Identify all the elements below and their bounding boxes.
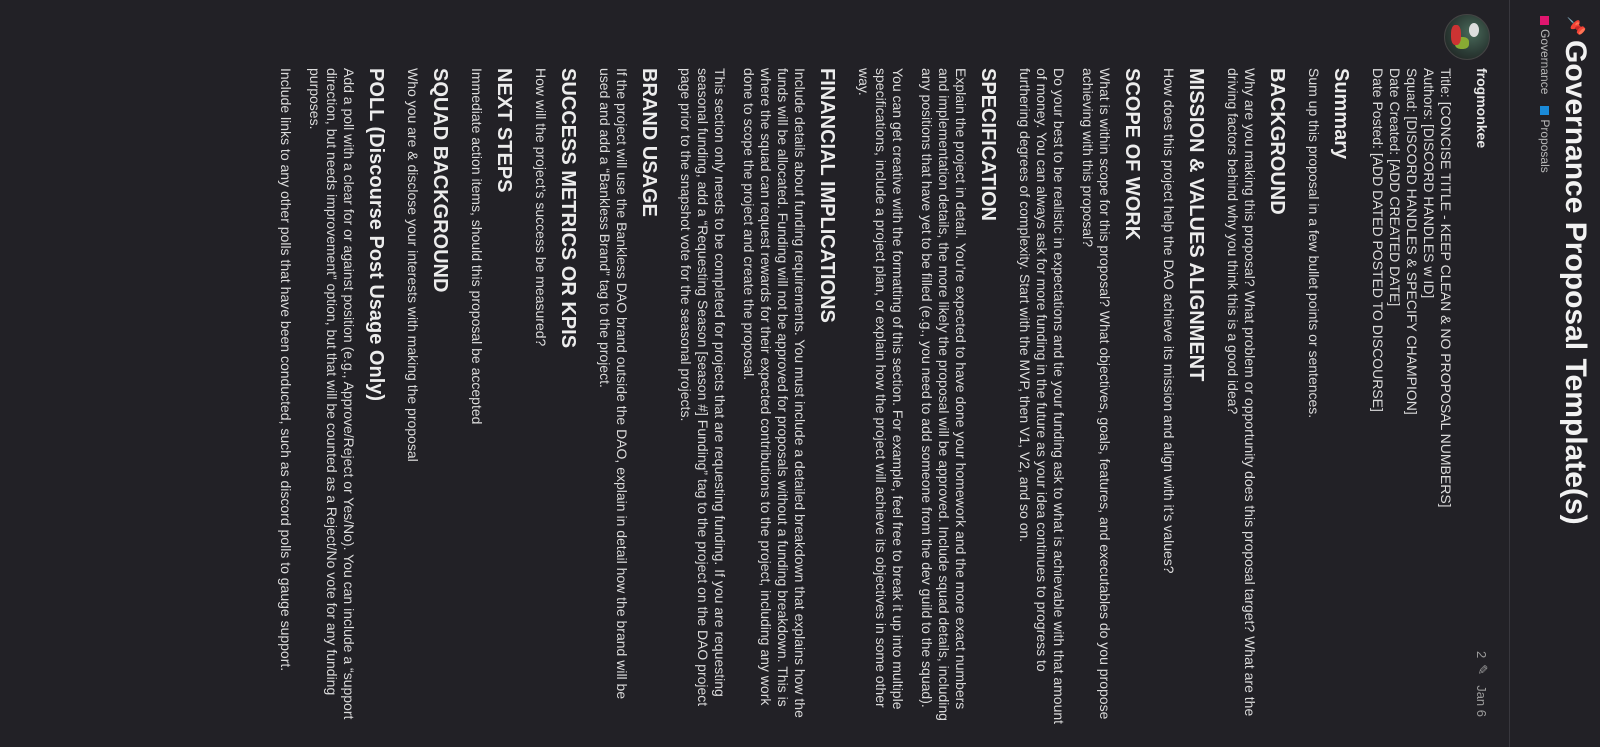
username[interactable]: frogmonkee [1474, 68, 1490, 149]
section-paragraph: What is within scope for this proposal? What objectives, goals, features, and executables do you propose achieving with this proposal? [1080, 68, 1113, 720]
section-heading: FINANCIAL IMPLICATIONS [816, 68, 838, 323]
category-proposals[interactable] [1538, 106, 1552, 172]
title-row [1558, 16, 1592, 525]
category-color-square [1541, 106, 1550, 115]
section-paragraph: Why are you making this proposal? What problem or opportunity does this proposal target? What are the driving factors behind why you think this is a good idea? [1225, 68, 1258, 717]
section-paragraph: You can get creative with the formatting of this section. For example, feel free to break it up into multiple specifications, include a project plan, or explain how the project will achieve its objectives in some other way. [856, 68, 906, 710]
section-paragraph: This section only needs to be completed for projects that are requesting funding. If you are requesting seasonal funding, add a “Requesting Season [season #] Funding” tag to the project on the DAO project page prior to the snapshot vote for the seasonal projects. [678, 68, 728, 707]
post-date[interactable]: Jan 6 [1474, 685, 1490, 717]
section-paragraph: Explain the project in detail. You’re expected to have done your homework and the more exact numbers and implementation details, the more likely the proposal will be approved. Include squad details, including any positions that have yet to be filled (e.g., you need to add someone from the dev guild to the squad). [919, 68, 969, 721]
header-lines [1369, 68, 1454, 728]
section-paragraph: Include links to any other polls that have been conducted, such as discord polls to gauge support. [278, 68, 294, 672]
section-paragraph: Include details about funding requirements. You must include a detailed breakdown that explains how the funds will be allocated. Funding will not be approved for proposals without a funding breakdown. This is where the squad can request rewards for their expected contributions to the project, including any work done to scope the project and create the proposal. [741, 68, 808, 718]
post-meta [1474, 651, 1490, 717]
divider [1509, 0, 1510, 747]
section-paragraph: Add a poll with a clear for or against position (e.g., Approve/Reject or Yes/No). You can include a “support direction, but needs improvement” option, but that will be counted as a Reject/No vote for any funding purposes. [307, 68, 357, 720]
section-heading: BACKGROUND [1266, 68, 1288, 215]
topic-title[interactable]: Governance Proposal Template(s) [1559, 40, 1592, 525]
section-heading: BRAND USAGE [638, 68, 660, 217]
pin-icon[interactable]: 📌 [1567, 16, 1584, 36]
header-line: Title: [CONCISE TITLE - KEEP CLEAN & NO PROPOSAL NUMBERS] [1438, 68, 1454, 508]
section-heading: SPECIFICATION [977, 68, 999, 221]
section-paragraph: Who you are & disclose your interests with making the proposal [405, 68, 421, 462]
category-governance[interactable] [1538, 16, 1552, 94]
section-paragraph: Do your best to be realistic in expectations and tie your funding ask to what is achievable with that amount of money. You can always ask for more funding in the future as your idea continues to progress to furthering degrees of complexity. Start with the MVP, then V1, V2, and so on. [1017, 68, 1067, 725]
topic-header [1522, 0, 1600, 747]
section-heading: POLL (Discourse Post Usage Only) [365, 68, 387, 402]
header-line: Squad: [DISCORD HANDLES & SPECIFY CHAMPION] [1404, 68, 1420, 415]
category-label: Proposals [1538, 119, 1552, 173]
section-heading: Summary [1330, 68, 1352, 160]
section-heading: NEXT STEPS [493, 68, 515, 193]
section-paragraph: Immediate action items, should this proposal be accepted [469, 68, 485, 425]
section-paragraph: Sum up this proposal in a few bullet points or sentences. [1306, 68, 1322, 419]
post-body [265, 68, 1454, 728]
section-paragraph: How does this project help the DAO achieve its mission and align with it’s values? [1161, 68, 1177, 574]
category-color-square [1541, 16, 1550, 25]
header-line: Date Created: [ADD CREATED DATE] [1387, 68, 1403, 307]
section-heading: SUCCESS METRICS OR KPIS [557, 68, 579, 349]
section-heading: SQUAD BACKGROUND [429, 68, 451, 293]
header-line: Date Posted: [ADD DATED POSTED TO DISCOURSE] [1370, 68, 1386, 412]
category-list [1538, 16, 1552, 185]
category-label: Governance [1538, 29, 1552, 95]
section-paragraph: If the project will use the Bankless DAO brand outside the DAO, explain in detail how the brand will be used and add a “Bankless Brand” tag to the project. [597, 68, 630, 700]
pencil-icon[interactable]: ✎ [1475, 664, 1490, 676]
section-heading: MISSION & VALUES ALIGNMENT [1185, 68, 1207, 382]
avatar[interactable] [1444, 14, 1490, 60]
edit-count[interactable]: 2 [1474, 651, 1490, 659]
section-heading: SCOPE OF WORK [1121, 68, 1143, 241]
section-paragraph: How will the project’s success be measured? [533, 68, 549, 347]
header-line: Authors: [DISCORD HANDLES w ID] [1421, 68, 1437, 299]
